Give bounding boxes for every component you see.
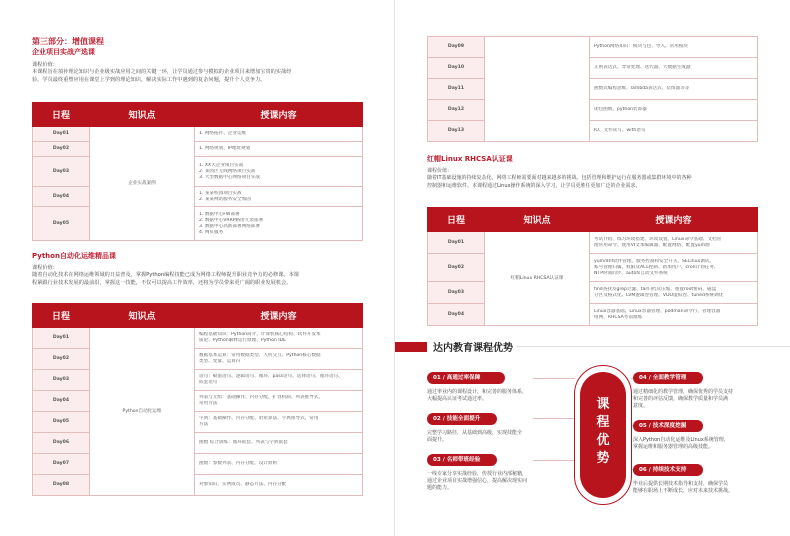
content-cell: Python网络知识：模块与包、导入、常用模块 bbox=[590, 37, 758, 58]
day-cell: Day11 bbox=[428, 79, 485, 100]
part3-value bbox=[32, 62, 382, 84]
table-row bbox=[428, 100, 758, 121]
connector-line bbox=[533, 378, 575, 379]
content-cell: find查找及grep过滤、tar归档及压缩、重置root密码、磁盘 分区及格式化、LVM逻辑卷管理、VDO虚拟卷、tuned系统调优 bbox=[590, 282, 758, 304]
part3-title: 第三部分：增值课程 bbox=[32, 37, 104, 46]
table-row bbox=[33, 433, 363, 454]
advantages-divider bbox=[517, 346, 790, 347]
content-cell: 列表与元组：基础操作、内存分配、扩容机制、列表推导式、 常用方法 bbox=[195, 391, 363, 412]
content-cell: 对象知识、实例成员、静态方法、内存分配 bbox=[195, 475, 363, 496]
day-cell: Day12 bbox=[428, 100, 485, 121]
content-cell: 考试介绍、练习环境搭建、环境设置、Linux命令基础、文档管 理常用命令、使用VI文本编辑器、配置网络、配置yum源 bbox=[590, 232, 758, 254]
advantages-accent-bar bbox=[395, 342, 427, 352]
table-row bbox=[33, 157, 363, 187]
table-row bbox=[428, 37, 758, 58]
table-row bbox=[33, 391, 363, 412]
table-row bbox=[428, 58, 758, 79]
day-cell: Day02 bbox=[428, 254, 485, 282]
python-value-line-2: 程紧跟行业技术发展的最前沿，掌握这一技能，不仅可以提高工作效率，还将为学员带来更广阔的职业发展机会。 bbox=[32, 279, 292, 286]
advantage-06-text: 毕业后提供长期技术指导和支持，确保学员 能够在职场上不断成长，应对未来技术挑战。 bbox=[633, 481, 734, 495]
table-row bbox=[33, 412, 363, 433]
advantage-04-heading: 04 / 全面教学管理 bbox=[633, 372, 703, 384]
content-cell: 1. XX大企业项目实战 2. 某园区无线网络项目实战 3. 大型数据中心网络项目实战 bbox=[195, 157, 363, 187]
table-row bbox=[33, 475, 363, 496]
day-cell: Day08 bbox=[33, 475, 90, 496]
table-row bbox=[33, 370, 363, 391]
advantages-title: 达内教育课程优势 bbox=[433, 343, 513, 354]
day-cell: Day05 bbox=[33, 412, 90, 433]
part3-subtitle: 企业项目实战产选课 bbox=[32, 48, 95, 56]
content-cell: 函数 综合训练：循环嵌套、列表与字典嵌套 bbox=[195, 433, 363, 454]
advantage-02-text: 完整学习路径，从基础到高级，实现技能全 面提升。 bbox=[427, 430, 523, 444]
header-schedule: 日程 bbox=[33, 103, 90, 127]
day-cell: Day07 bbox=[33, 454, 90, 475]
table-header-row bbox=[33, 103, 363, 127]
linux-course-table bbox=[427, 207, 758, 326]
advantage-03-heading: 03 / 名师带班经验 bbox=[427, 454, 497, 466]
python-value-line-1: 随着自动化技术在网络运维领域的日益普及，掌握Python编程技能已成为网络工程师提升职业竞争力的必修课。本课 bbox=[32, 272, 299, 279]
table-row bbox=[33, 454, 363, 475]
table-row bbox=[428, 79, 758, 100]
advantage-03-text: 一线专家分享实战经验，传授行业内部秘籍， 通过企业项目实战增强信心，提高解决现实问 题的能力。 bbox=[427, 471, 528, 492]
advantage-05-heading: 05 / 技术深度挖掘 bbox=[633, 420, 703, 432]
content-cell: 编程基础知识：Python简介、计算机核心结构、软件开发本 质论、Python解释运行原理、Python IDE bbox=[195, 328, 363, 349]
content-cell: 1. 数据中心FW部署 2. 数据中心VRRP路由冗余部署 3. 数据中心高新部署网络部署 4. 网页服务 bbox=[195, 207, 363, 241]
advantages-center-label: 课程优势 bbox=[596, 397, 610, 466]
content-cell: 1. 网络拓扑、企业运维 bbox=[195, 127, 363, 142]
linux-value-line-1: 随着IT基础设施的持续复杂化，网络工程师需要面对越来越多的挑战。包括管理和维护运行在服务器或集群环境中的各种 bbox=[427, 175, 692, 182]
header-topic: 知识点 bbox=[90, 304, 195, 328]
day-cell: Day05 bbox=[33, 207, 90, 241]
day-cell: Day09 bbox=[428, 37, 485, 58]
header-content: 授课内容 bbox=[195, 103, 363, 127]
content-cell: 函数：参数列表、内存分配、设计原则 bbox=[195, 454, 363, 475]
advantage-05-text: 深入Python自动化运维及Linux系统管理， 掌握运维和服务器管理的高级技能。 bbox=[633, 437, 729, 451]
day-cell: Day04 bbox=[33, 391, 90, 412]
enterprise-course-table bbox=[32, 102, 363, 241]
table-row bbox=[33, 142, 363, 157]
table-row bbox=[428, 232, 758, 254]
advantage-02-heading: 02 / 技能全面提升 bbox=[427, 413, 497, 425]
module-cell: 红帽Linux RHCSA认证课 bbox=[485, 232, 590, 326]
day-cell: Day01 bbox=[33, 127, 90, 142]
content-cell: yum/dnf软件管理、服务控制和安全开关、SELinux调试、 账号管理归属、权限及ACL控制、新加用户、cron计划任务、 NTP时间同步、autofs自动文件系统 bbox=[590, 254, 758, 282]
day-cell: Day04 bbox=[33, 187, 90, 207]
part3-value-line-1: 本课程旨在填补理论知识与企业级实战应用之间的关键一环，让学员通过参与模拟的企业项目来增加宝贵的实战经 bbox=[32, 69, 292, 76]
header-schedule: 日程 bbox=[33, 304, 90, 328]
right-page bbox=[395, 0, 790, 536]
day-cell: Day02 bbox=[33, 142, 90, 157]
python-course-table bbox=[32, 303, 363, 496]
content-cell: 闭包函数、python装饰器 bbox=[590, 100, 758, 121]
day-cell: Day01 bbox=[428, 232, 485, 254]
advantage-06-heading: 06 / 持续技术支持 bbox=[633, 464, 703, 476]
header-content: 授课内容 bbox=[590, 208, 758, 232]
table-row bbox=[428, 121, 758, 142]
linux-course-title: 红帽Linux RHCSA认证课 bbox=[427, 155, 513, 163]
connector-line bbox=[533, 460, 575, 461]
table-header-row bbox=[33, 304, 363, 328]
content-cell: 数据基本运算：常用数据类型、人机交互、Python核心数据 类型、变量、运算符 bbox=[195, 349, 363, 370]
content-cell: 函数式编程思维、lambda表达式、装饰器等等 bbox=[590, 79, 758, 100]
day-cell: Day10 bbox=[428, 58, 485, 79]
table-header-row bbox=[428, 208, 758, 232]
part3-value-line-2: 验。学员最终重塑应用在课堂上学到的理论知识，解决实际工作中遇到的复杂问题，提升个人竞争力。 bbox=[32, 76, 266, 83]
advantage-01-text: 通过率业内的课程设计，和完善的服务体系， 大幅提高认证考试通过率。 bbox=[427, 389, 528, 403]
header-content: 授课内容 bbox=[195, 304, 363, 328]
header-schedule: 日程 bbox=[428, 208, 485, 232]
day-cell: Day03 bbox=[428, 282, 485, 304]
part3-value-label: 课程价值： bbox=[32, 62, 58, 68]
advantage-01-heading: 01 / 高通过率保障 bbox=[427, 372, 505, 384]
table-row bbox=[33, 207, 363, 241]
table-row bbox=[428, 282, 758, 304]
python-value bbox=[32, 265, 382, 287]
content-cell: 1. 某某校园项目实战 2. 某某网站服务安全加固 bbox=[195, 187, 363, 207]
module-cell bbox=[485, 37, 590, 142]
content-cell: 语句：赋值语句、逻辑语句、循环、pass语句、选择语句、循环语句、 嵌套语句 bbox=[195, 370, 363, 391]
table-row bbox=[33, 328, 363, 349]
table-row bbox=[33, 187, 363, 207]
connector-line bbox=[533, 418, 575, 419]
table-row bbox=[428, 254, 758, 282]
python-value-label: 课程价值： bbox=[32, 265, 58, 271]
day-cell: Day03 bbox=[33, 370, 90, 391]
linux-value-label: 课程价值： bbox=[427, 168, 453, 174]
day-cell: Day01 bbox=[33, 328, 90, 349]
day-cell: Day06 bbox=[33, 433, 90, 454]
day-cell: Day13 bbox=[428, 121, 485, 142]
content-cell: 1. 网络规划、IP地址规划 bbox=[195, 142, 363, 157]
python-course-table-continued bbox=[427, 36, 758, 142]
day-cell: Day02 bbox=[33, 349, 90, 370]
advantage-04-text: 通过精细化的教学管理，确保优秀的学员支持 和完善的评估反馈，确保教学质量和学员满 意度。 bbox=[633, 389, 734, 410]
linux-value bbox=[427, 168, 782, 190]
table-row bbox=[33, 349, 363, 370]
day-cell: Day03 bbox=[33, 157, 90, 187]
content-cell: 正则表达式、异常处理、迭代器、大数据生成器 bbox=[590, 58, 758, 79]
table-row bbox=[33, 127, 363, 142]
content-cell: IO、文件读写、with语句 bbox=[590, 121, 758, 142]
python-course-title: Python自动化运维精品课 bbox=[32, 252, 116, 260]
day-cell: Day04 bbox=[428, 304, 485, 326]
content-cell: 字典：基础操作、内存分配、哈希算法、字典推导式、常用 方法 bbox=[195, 412, 363, 433]
module-cell: 企业实战案例 bbox=[90, 127, 195, 241]
linux-value-line-2: 控制器和运维软件。本课程通过Linux操作系统的深入学习，让学员更胜任更加广泛的企业需求。 bbox=[427, 182, 641, 189]
header-topic: 知识点 bbox=[90, 103, 195, 127]
table-row bbox=[428, 304, 758, 326]
header-topic: 知识点 bbox=[485, 208, 590, 232]
content-cell: Linux容器基础、Linux容器管理、podman命令行、管理容器 组网、RHCSA考前演练 bbox=[590, 304, 758, 326]
module-cell: Python自动化运维 bbox=[90, 328, 195, 496]
